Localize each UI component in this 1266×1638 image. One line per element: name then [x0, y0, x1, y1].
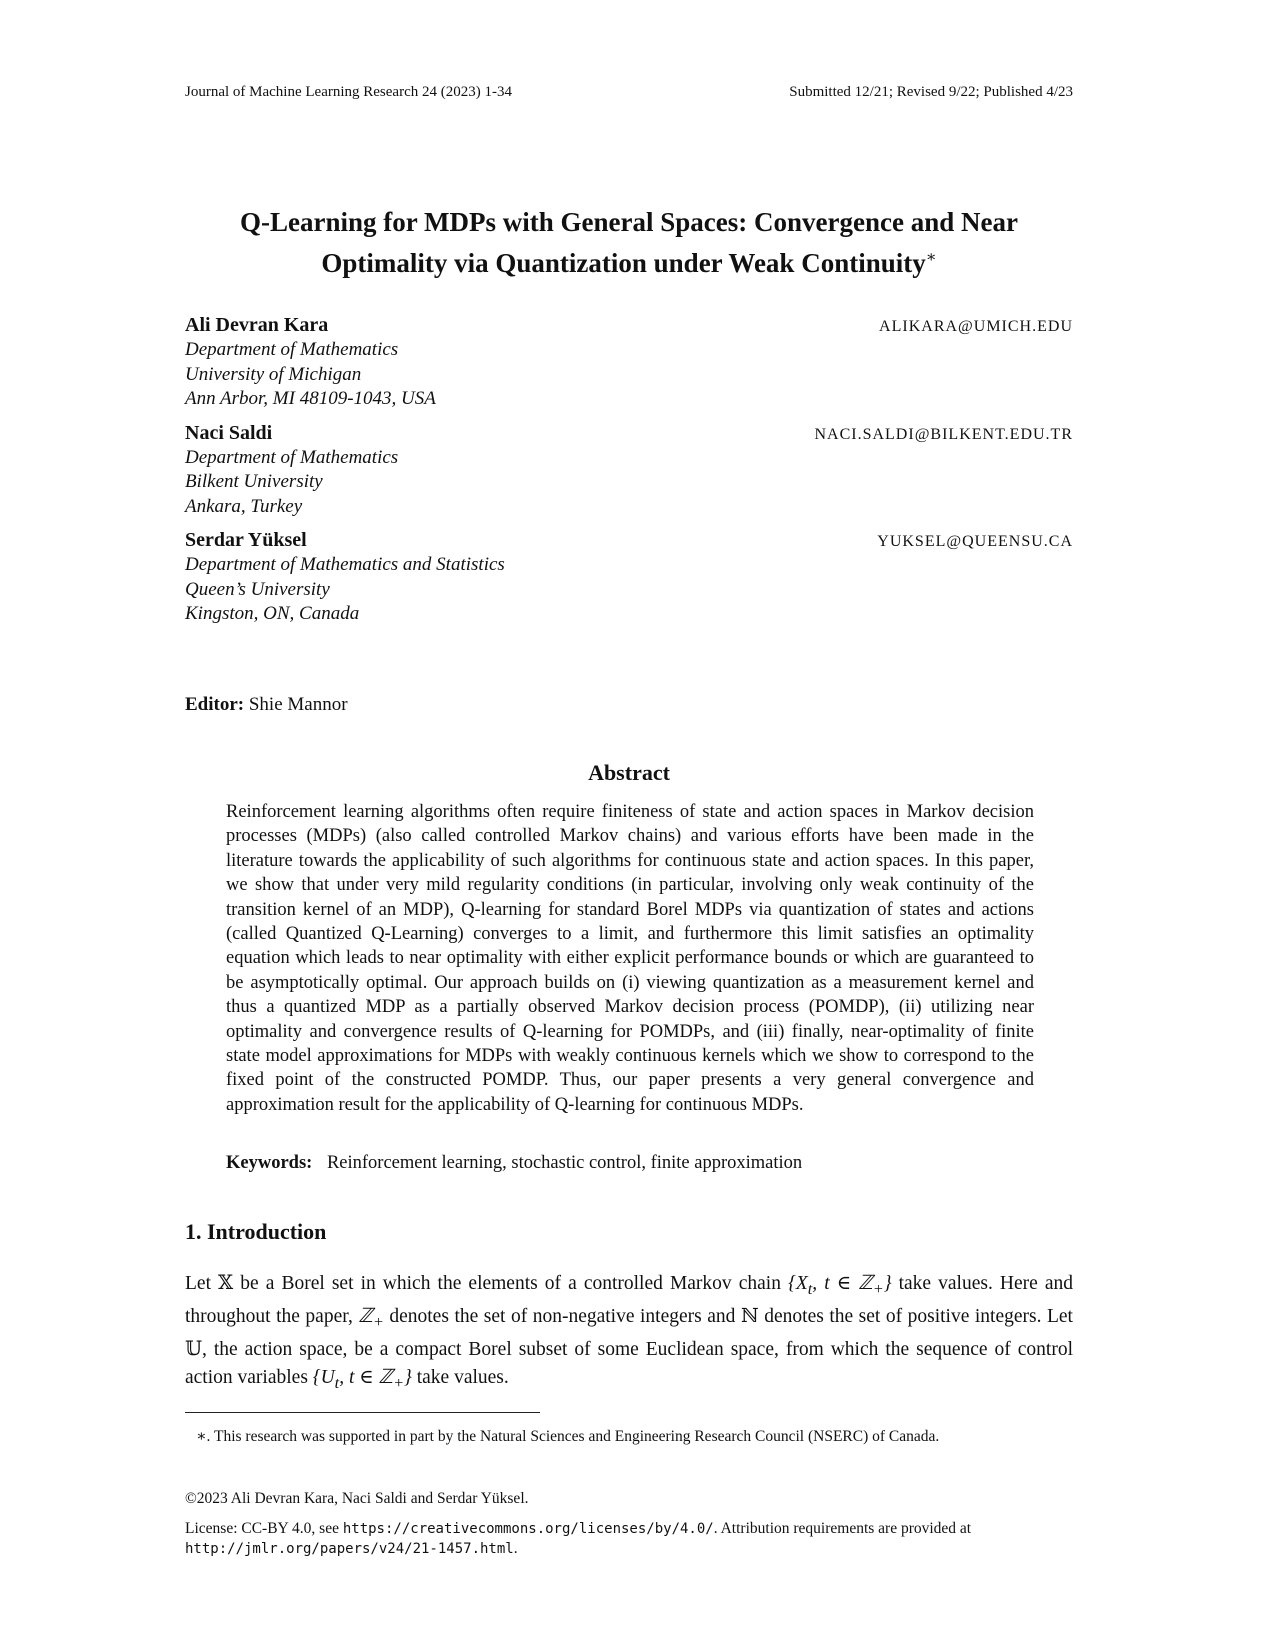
affiliation-line: Department of Mathematics	[185, 446, 399, 468]
affiliation-line: Ann Arbor, MI 48109-1043, USA	[185, 388, 436, 409]
license-notice: License: CC-BY 4.0, see https://creativecommons.org/licenses/by/4.0/. Attribution requirements are provided at http://jmlr.org/papers/v24/21-1457.html.	[185, 1520, 972, 1557]
editor-label: Editor:	[185, 694, 245, 715]
editor-line	[185, 694, 348, 716]
footnote-divider	[185, 1412, 540, 1413]
title-line-2: Optimality via Quantization under Weak Continuity∗	[321, 248, 937, 278]
copyright-notice: ©2023 Ali Devran Kara, Naci Saldi and Serdar Yüksel.	[185, 1490, 529, 1507]
abstract-text: Reinforcement learning algorithms often require finiteness of state and action spaces in Markov decision processes (MDPs) (also called controlled Markov chains) and various efforts have been made in the literature towards the applicability of such algorithms for continuous state and action spaces. In this paper, we show that under very mild regularity conditions (in particular, involving only weak continuity of the transition kernel of an MDP), Q-learning for standard Borel MDPs via quantization of states and actions (called Quantized Q-Learning) converges to a limit, and furthermore this limit satisfies an optimality equation which leads to near optimality with either explicit performance bounds or which are guaranteed to be asymptotically optimal. Our approach builds on (i) viewing quantization as a measurement kernel and thus a quantized MDP as a partially observed Markov decision process (POMDP), (ii) utilizing near optimality and convergence results of Q-learning for POMDPs, and (iii) finally, near-optimality of finite state model approximations for MDPs with weakly continuous kernels which we show to correspond to the fixed point of the constructed POMDP. Thus, our paper presents a very general convergence and approximation result for the applicability of Q-learning for continuous MDPs.	[226, 802, 1034, 1115]
author-block	[185, 420, 1073, 520]
author-name: Naci Saldi	[185, 421, 273, 444]
author-email[interactable]: YUKSEL@QUEENSU.CA	[877, 533, 1073, 550]
introduction-paragraph: Let 𝕏 be a Borel set in which the elements of a controlled Markov chain {$X_t$, t ∈ ℤ$_+$} take values. Here and throughout the paper, ℤ$_+$ denotes the set of non-negative integers and ℕ denotes the set of positive integers. Let 𝕌, the action space, be a compact Borel subset of some Euclidean space, from which the sequence of control action variables {$U_t$, t ∈ ℤ$_+$} take values.	[185, 1273, 1074, 1392]
math-action-process: {$U_t$, t ∈ ℤ$_+$}	[312, 1366, 412, 1392]
author-name: Ali Devran Kara	[185, 314, 329, 336]
keywords-text: Reinforcement learning, stochastic control, finite approximation	[326, 1153, 803, 1173]
section-heading-introduction: 1. Introduction	[185, 1219, 327, 1244]
affiliation-line: Department of Mathematics and Statistics	[185, 554, 505, 575]
author-block	[185, 527, 1073, 627]
math-state-process: {$X_t$, t ∈ ℤ$_+$}	[788, 1273, 892, 1298]
license-url-link[interactable]: https://creativecommons.org/licenses/by/4.0/	[342, 1521, 714, 1537]
journal-info: Journal of Machine Learning Research 24 (2023) 1-34	[185, 84, 512, 100]
abstract-heading: Abstract	[588, 760, 670, 785]
paper-url-link[interactable]: http://jmlr.org/papers/v24/21-1457.html	[185, 1541, 514, 1557]
editor-name: Shie Mannor	[248, 694, 348, 715]
submission-dates: Submitted 12/21; Revised 9/22; Published 4/23	[789, 84, 1073, 100]
affiliation-line: Department of Mathematics	[185, 339, 399, 360]
author-name: Serdar Yüksel	[185, 529, 307, 551]
affiliation-line: University of Michigan	[185, 363, 362, 385]
affiliation-line: Bilkent University	[185, 471, 323, 492]
author-email[interactable]: ALIKARA@UMICH.EDU	[879, 318, 1073, 335]
affiliation-line: Ankara, Turkey	[185, 495, 303, 517]
author-block	[185, 312, 1073, 412]
math-nonneg-integers: ℤ$_+$	[358, 1305, 384, 1331]
paper-title	[185, 204, 1073, 281]
keywords-label: Keywords:	[226, 1153, 313, 1173]
running-header	[185, 84, 1073, 101]
title-line-1: Q-Learning for MDPs with General Spaces: Convergence and Near	[240, 207, 1018, 237]
keywords-line	[226, 1153, 1034, 1174]
author-list	[185, 312, 1073, 635]
affiliation-line: Queen’s University	[185, 578, 330, 600]
author-email[interactable]: NACI.SALDI@BILKENT.EDU.TR	[814, 425, 1073, 443]
title-footnote-marker: ∗	[925, 249, 937, 266]
affiliation-line: Kingston, ON, Canada	[185, 603, 360, 624]
footnote: ∗. This research was supported in part by the Natural Sciences and Engineering Research Council (NSERC) of Canada.	[196, 1428, 940, 1445]
